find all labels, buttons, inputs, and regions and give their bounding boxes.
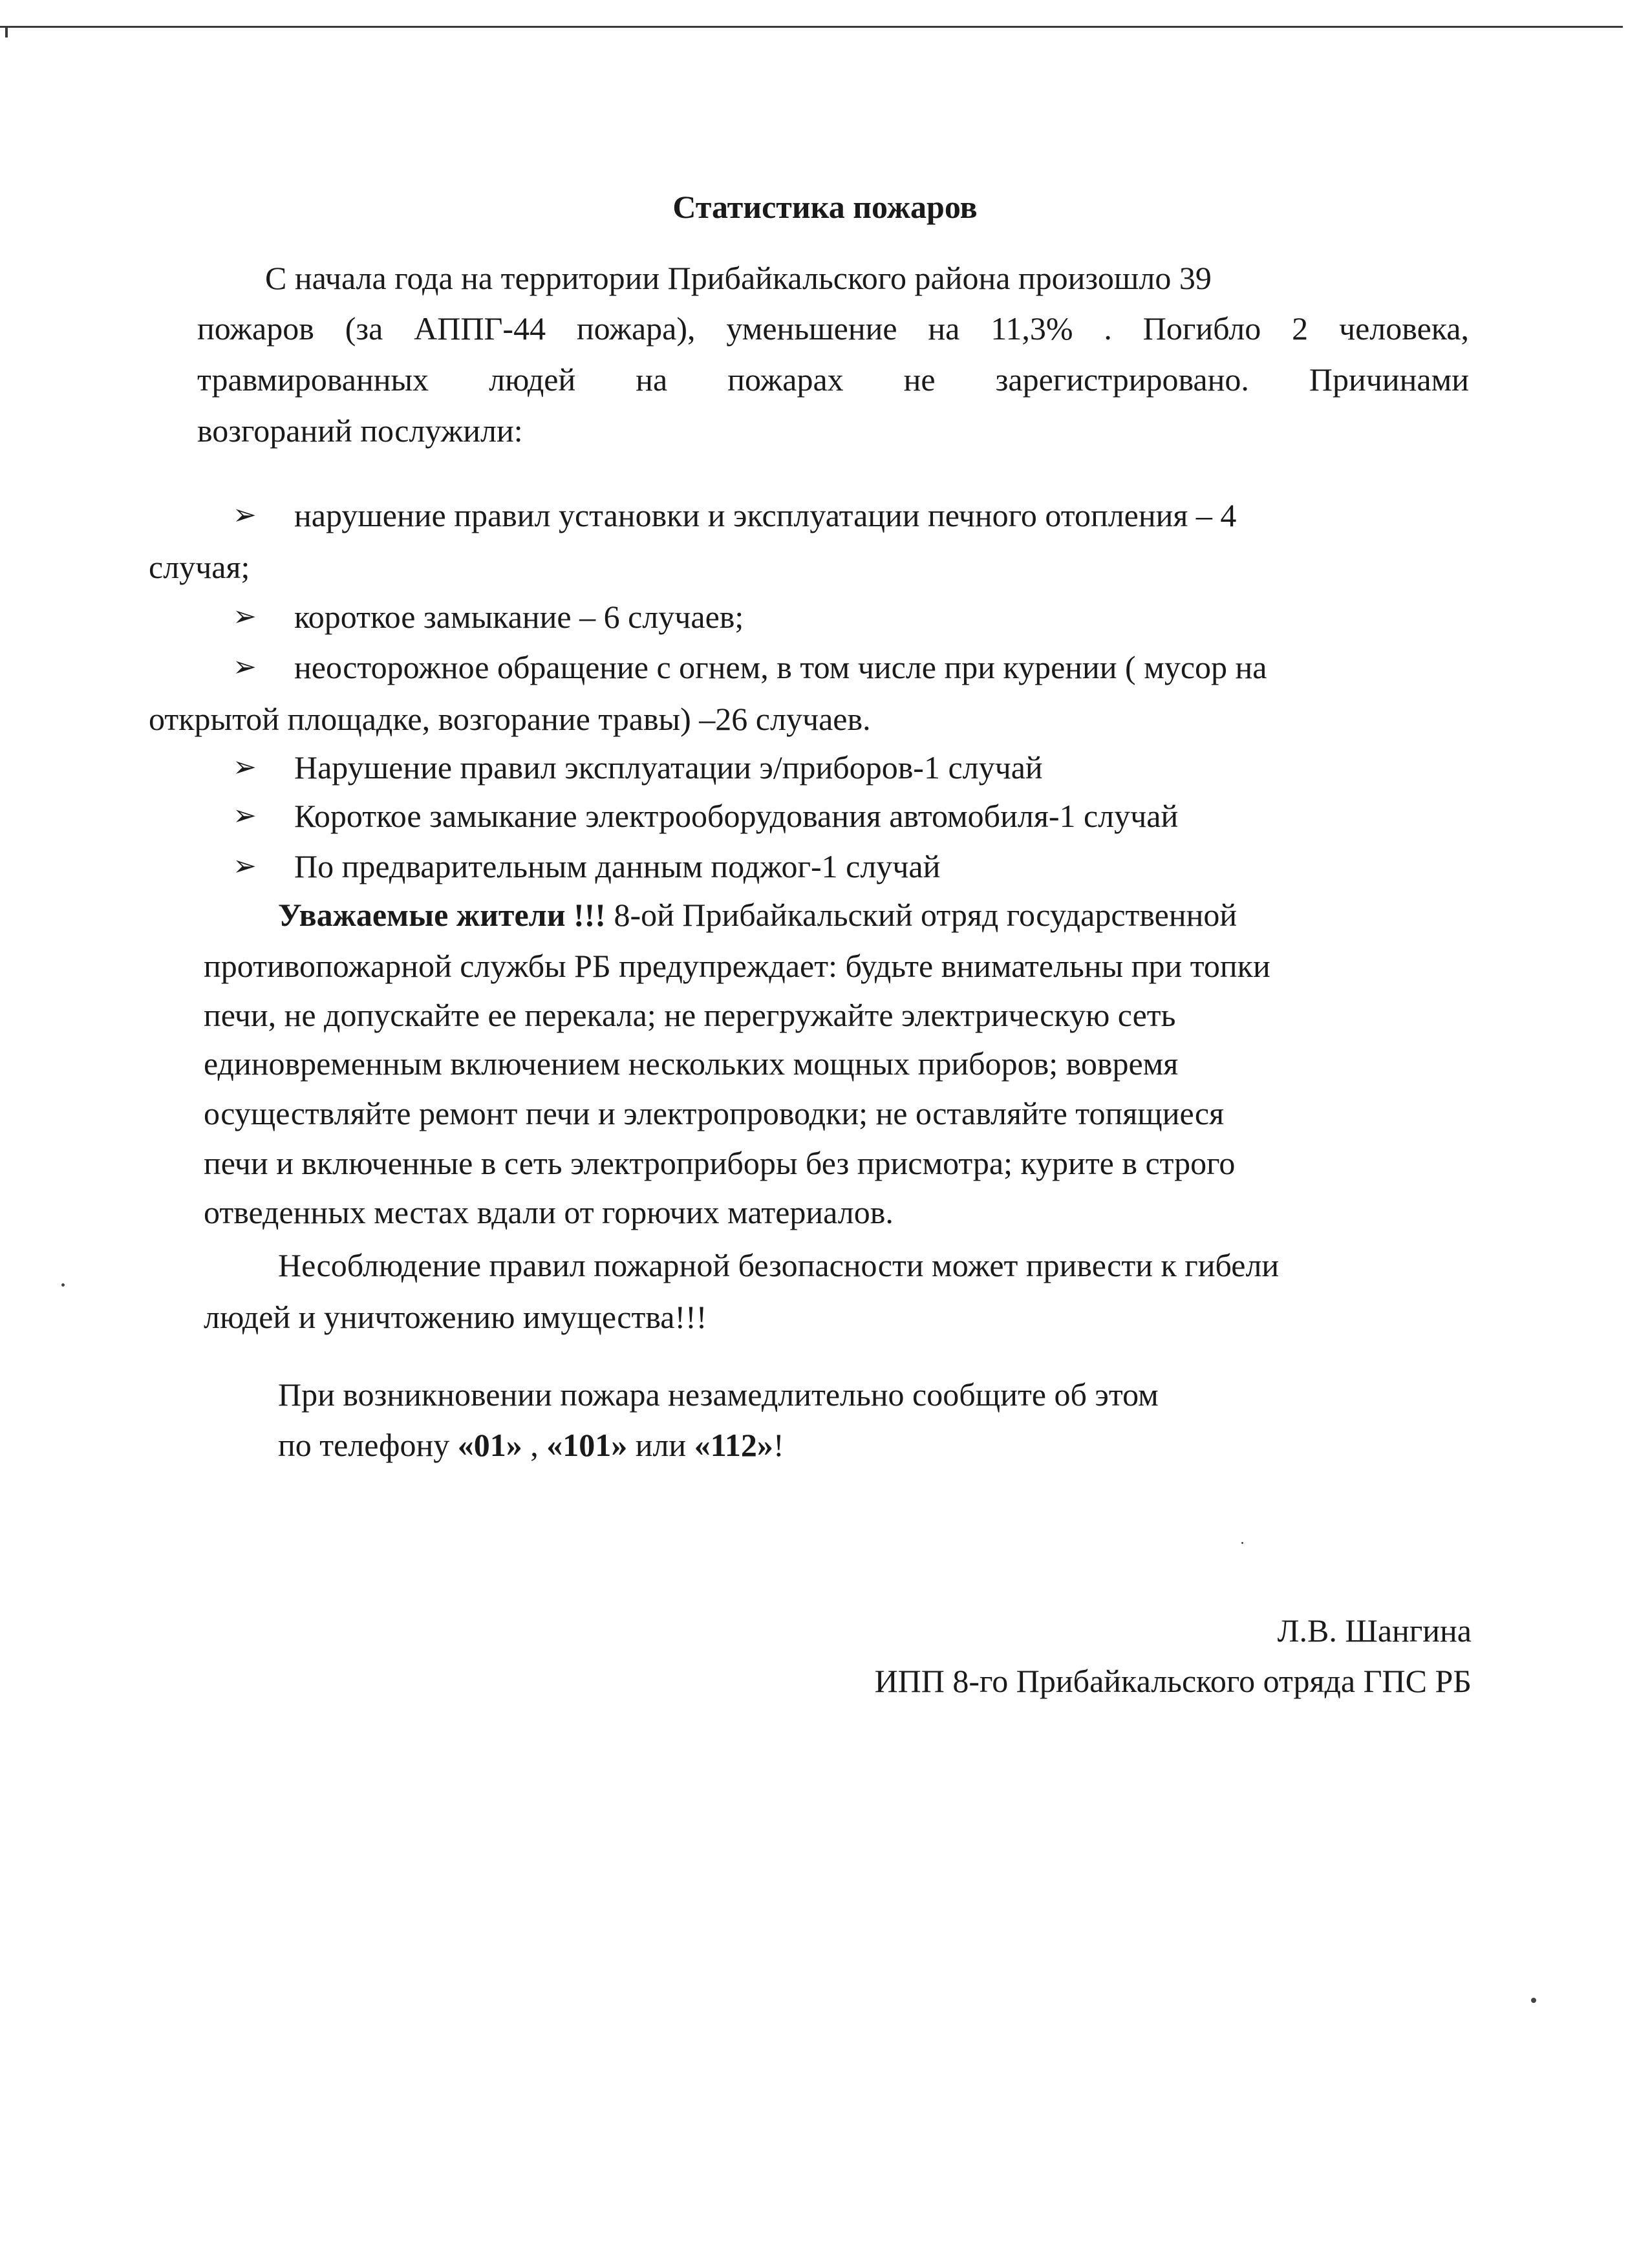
call-line-1: При возникновении пожара незамедлительно сообщите об этом — [278, 1376, 1159, 1413]
document-title: Статистика пожаров — [672, 189, 978, 225]
scan-speck — [1241, 1542, 1243, 1544]
call-separator-2: или — [627, 1427, 694, 1463]
call-suffix: ! — [773, 1427, 784, 1463]
appeal-line-1 — [278, 894, 1237, 936]
call-line-2 — [278, 1424, 784, 1466]
cause-2-line-1: короткое замыкание – 6 случаев; — [294, 599, 744, 635]
appeal-line-6: печи и включенные в сеть электроприборы без присмотра; курите в строго — [204, 1145, 1236, 1181]
appeal-line-7: отведенных местах вдали от горючих материалов. — [204, 1194, 894, 1230]
appeal-lead-rest: 8-ой Прибайкальский отряд государственной — [605, 897, 1238, 933]
intro-line-2: пожаров (за АППГ-44 пожара), уменьшение на 11,3% . Погибло 2 человека, — [197, 310, 1469, 347]
signature-name: Л.В. Шангина — [1277, 1612, 1472, 1649]
intro-line-3: травмированных людей на пожарах не зарегистрировано. Причинами — [197, 361, 1469, 398]
cause-3-line-2: открытой площадке, возгорание травы) –26 случаев. — [149, 701, 871, 737]
scan-speck — [1531, 1998, 1536, 2003]
appeal-line-4: единовременным включением нескольких мощных приборов; вовремя — [204, 1045, 1179, 1082]
call-separator-1: , — [522, 1427, 547, 1463]
appeal-line-3: печи, не допускайте ее перекала; не перегружайте электрическую сеть — [204, 997, 1176, 1033]
cause-4-line-1: Нарушение правил эксплуатации э/приборов-1 случай — [294, 749, 1043, 786]
bullet-arrow-icon: ➢ — [233, 850, 257, 882]
cause-5-line-1: Короткое замыкание электрооборудования автомобиля-1 случай — [294, 798, 1179, 834]
signature-position: ИПП 8-го Прибайкальского отряда ГПС РБ — [874, 1663, 1472, 1699]
appeal-lead: Уважаемые жители !!! — [278, 897, 606, 933]
phone-01: «01» — [457, 1427, 522, 1463]
call-prefix: по телефону — [278, 1427, 458, 1463]
cause-1-line-2: случая; — [149, 549, 250, 585]
bullet-arrow-icon: ➢ — [233, 601, 257, 632]
bullet-arrow-icon: ➢ — [233, 499, 257, 531]
scan-corner-mark — [5, 26, 8, 37]
appeal-line-2: противопожарной службы РБ предупреждает: будьте внимательны при топки — [204, 948, 1270, 984]
cause-3-line-1: неосторожное обращение с огнем, в том числе при курении ( мусор на — [294, 649, 1267, 685]
warning-line-1: Несоблюдение правил пожарной безопасности может привести к гибели — [278, 1247, 1280, 1283]
intro-line-4: возгораний послужили: — [197, 412, 523, 449]
appeal-line-5: осуществляйте ремонт печи и электропроводки; не оставляйте топящиеся — [204, 1095, 1225, 1131]
phone-101: «101» — [546, 1427, 628, 1463]
bullet-arrow-icon: ➢ — [233, 800, 257, 831]
cause-6-line-1: По предварительным данным поджог-1 случай — [294, 848, 941, 884]
scan-edge-line — [0, 26, 1623, 28]
scan-speck — [61, 1283, 65, 1287]
cause-1-line-1: нарушение правил установки и эксплуатации печного отопления – 4 — [294, 497, 1237, 533]
warning-line-2: людей и уничтожению имущества!!! — [204, 1299, 707, 1335]
intro-line-1: С начала года на территории Прибайкальского района произошло 39 — [265, 260, 1212, 296]
phone-112: «112» — [694, 1427, 773, 1463]
bullet-arrow-icon: ➢ — [233, 651, 257, 683]
bullet-arrow-icon: ➢ — [233, 751, 257, 783]
